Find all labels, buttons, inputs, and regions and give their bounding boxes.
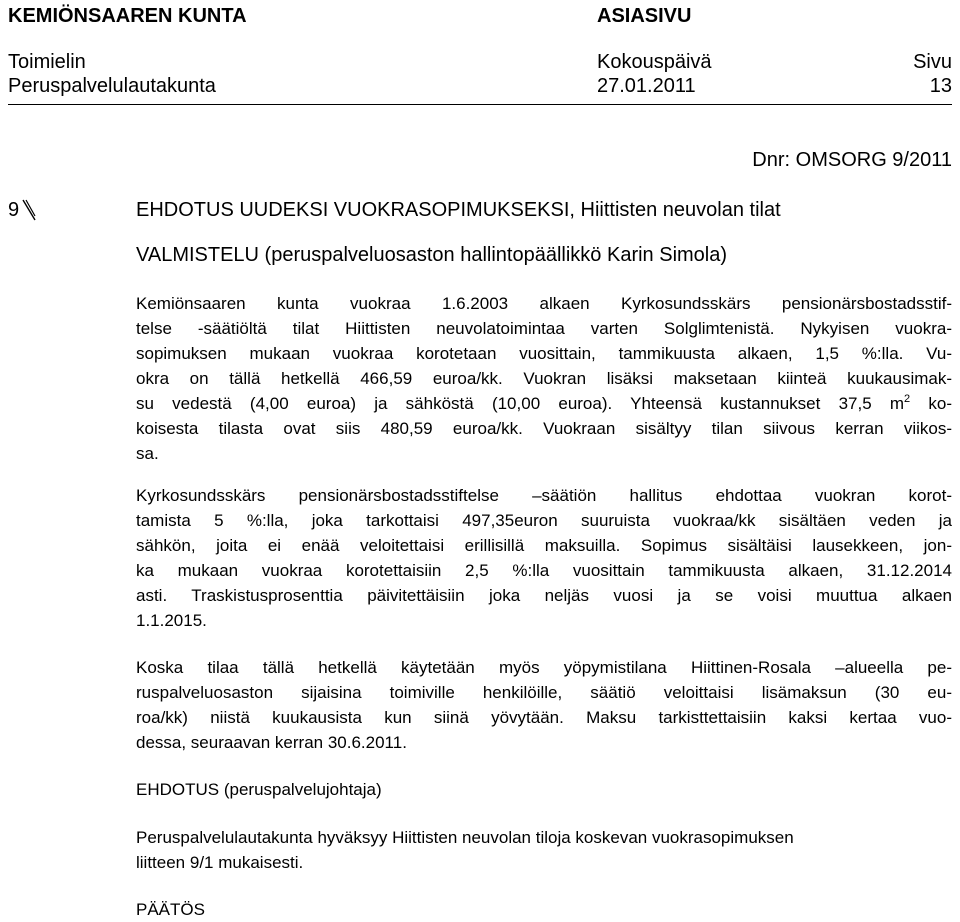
document-type: ASIASIVU xyxy=(597,5,692,27)
organization-name: KEMIÖNSAAREN KUNTA xyxy=(8,5,247,27)
header-divider xyxy=(8,104,952,105)
text-line: telse -säätiöltä tilat Hiittisten neuvolatoimintaa varten Solglimtenistä. Nykyisen vuokra- xyxy=(136,319,952,338)
text-line: sopimuksen mukaan vuokraa korotetaan vuosittain, tammikuusta alkaen, 1,5 %:lla. Vu- xyxy=(136,344,952,363)
text-line: liitteen 9/1 mukaisesti. xyxy=(136,853,304,872)
text-line: okra on tällä hetkellä 466,59 euroa/kk. Vuokran lisäksi maksetaan kiinteä kuukausimak- xyxy=(136,369,952,388)
text-line: Peruspalvelulautakunta hyväksyy Hiittisten neuvolan tiloja koskevan vuokrasopimuksen xyxy=(136,828,794,847)
text-line: asti. Traskistusprosenttia päivitettäisiin joka neljäs vuosi ja se voisi muuttua alkaen xyxy=(136,586,952,605)
text-line: sähkön, joita ei enää veloitettaisi erillisillä maksuilla. Sopimus sisältäisi lausekkeen, jon- xyxy=(136,536,952,555)
register-number: Dnr: OMSORG 9/2011 xyxy=(752,149,952,171)
text-line: 1.1.2015. xyxy=(136,611,207,630)
text-line: Kemiönsaaren kunta vuokraa 1.6.2003 alkaen Kyrkosundsskärs pensionärsbostadsstif- xyxy=(136,294,952,313)
section-sign-icon xyxy=(22,198,36,222)
superscript-2: 2 xyxy=(904,393,911,405)
text-line: ka mukaan vuokraa korotettaisiin 2,5 %:lla vuosittain tammikuusta alkaen, 31.12.2014 xyxy=(136,561,952,580)
text-line: dessa, seuraavan kerran 30.6.2011. xyxy=(136,733,407,752)
proposal-heading: EHDOTUS (peruspalvelujohtaja) xyxy=(136,780,382,799)
paragraph-board-proposal xyxy=(136,483,952,633)
body-value: Peruspalvelulautakunta xyxy=(8,75,216,97)
text-line: koisesta tilasta ovat siis 480,59 euroa/kk. Vuokraan sisältyy tilan siivous kerran viikos- xyxy=(136,419,952,438)
text-line: Koska tilaa tällä hetkellä käytetään myös yöpymistilana Hiittinen-Rosala –alueella pe- xyxy=(136,658,952,677)
preparation-heading: VALMISTELU (peruspalveluosaston hallintopäällikkö Karin Simola) xyxy=(136,244,728,266)
text-line: ruspalveluosaston sijaisina toimiville henkilöille, säätiö veloittaisi lisämaksun (30 eu- xyxy=(136,683,952,702)
text-line: roa/kk) niistä kuukausista kun siinä yövytään. Maksu tarkisttettaisiin kaksi kertaa vuo- xyxy=(136,708,952,727)
paragraph-overnight-use xyxy=(136,655,952,755)
page-label: Sivu xyxy=(913,51,952,73)
text-segment: ko- xyxy=(910,394,952,413)
paragraph-proposal xyxy=(136,825,952,875)
text-line-with-superscript xyxy=(136,391,952,416)
page-number: 13 xyxy=(929,75,952,97)
text-segment: su vedestä (4,00 euroa) ja sähköstä (10,00 euroa). Yhteensä kustannukset 37,5 m xyxy=(136,394,905,413)
paragraph-lease-background xyxy=(136,291,952,466)
meeting-date: 27.01.2011 xyxy=(597,75,696,97)
item-number: 9 xyxy=(8,199,20,221)
decision-heading: PÄÄTÖS xyxy=(136,900,205,919)
item-title: EHDOTUS UUDEKSI VUOKRASOPIMUKSEKSI, Hiittisten neuvolan tilat xyxy=(136,199,781,221)
date-label: Kokouspäivä xyxy=(597,51,712,73)
text-line: tamista 5 %:lla, joka tarkottaisi 497,35euron suuruista vuokraa/kk sisältäen veden ja xyxy=(136,511,952,530)
body-label: Toimielin xyxy=(8,51,86,73)
text-line: sa. xyxy=(136,444,159,463)
text-line: Kyrkosundsskärs pensionärsbostadsstiftelse –säätiön hallitus ehdottaa vuokran korot- xyxy=(136,486,952,505)
